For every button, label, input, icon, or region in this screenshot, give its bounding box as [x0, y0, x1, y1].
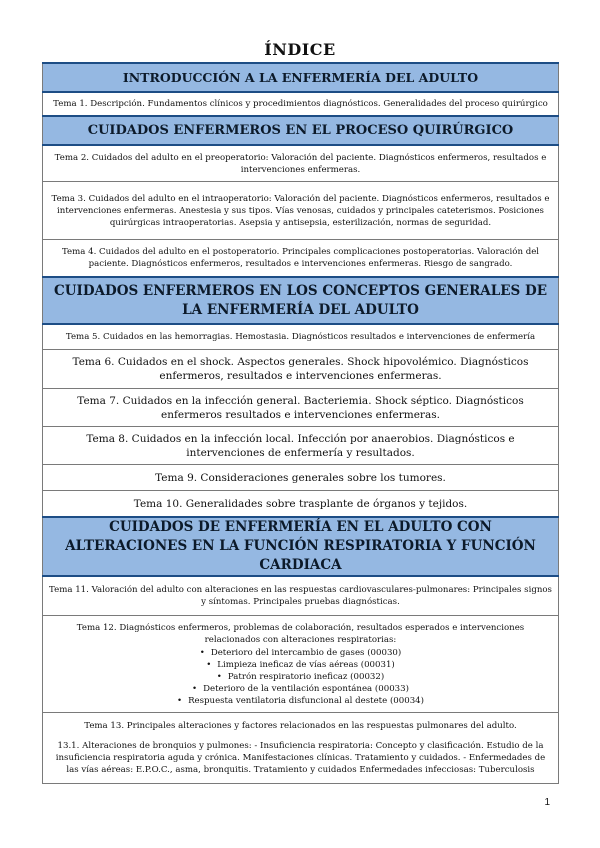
- topic-tema-6: Tema 6. Cuidados en el shock. Aspectos generales. Shock hipovolémico. Diagnósticos enfermeros, resultados e intervenciones enfermeras.: [43, 350, 559, 389]
- tema-12-diagnosis-list: [49, 647, 552, 707]
- topic-row: [43, 240, 559, 278]
- section-heading-quirurgico: CUIDADOS ENFERMEROS EN EL PROCESO QUIRÚRGICO: [43, 116, 559, 145]
- list-item: • Patrón respiratorio ineficaz (00032): [49, 671, 552, 683]
- topic-tema-13: [43, 713, 559, 784]
- topic-tema-11: Tema 11. Valoración del adulto con alteraciones en las respuestas cardiovasculares-pulmonares: Principales signos y síntomas. Principales pruebas diagnósticas.: [43, 576, 559, 616]
- topic-row: [43, 324, 559, 350]
- section-heading-row: [43, 277, 559, 324]
- tema-13-subsection: 13.1. Alteraciones de bronquios y pulmones: - Insuficiencia respiratoria: Concepto y clasificación. Estudio de la insuficiencia respiratoria aguda y crónica. Manifestaciones clínicas. Tratamiento y cuidados. - Enfermedades de las vías aéreas: E.P.O.C., asma, bronquitis. Tratamiento y cuidados Enfermedades infecciosas: Tuberculosis: [55, 741, 546, 775]
- topic-tema-2: Tema 2. Cuidados del adulto en el preoperatorio: Valoración del paciente. Diagnósticos enfermeros, resultados e intervenciones enfermeras.: [43, 145, 559, 182]
- topic-tema-1: Tema 1. Descripción. Fundamentos clínicos y procedimientos diagnósticos. Generalidades del proceso quirúrgico: [43, 92, 559, 116]
- topic-row: [43, 389, 559, 427]
- topic-row: [43, 576, 559, 616]
- topic-tema-3: Tema 3. Cuidados del adulto en el intraoperatorio: Valoración del paciente. Diagnósticos enfermeros, resultados e intervenciones enfermeras. Anestesia y sus tipos. Vías venosas, cuidados y principales cateterismos. Posiciones quirúrgicas intraoperatorias. Asepsia y antisepsia, esterilización, normas de seguridad.: [43, 182, 559, 240]
- topic-row: [43, 616, 559, 713]
- topic-row: [43, 182, 559, 240]
- list-item: • Limpieza ineficaz de vías aéreas (00031): [49, 659, 552, 671]
- topic-tema-4: Tema 4. Cuidados del adulto en el postoperatorio. Principales complicaciones postoperatorias. Valoración del paciente. Diagnósticos enfermeros, resultados e intervenciones enfermeras. Riesgo de sangrado.: [43, 240, 559, 278]
- topic-tema-12: [43, 616, 559, 713]
- topic-tema-8: Tema 8. Cuidados en la infección local. Infección por anaerobios. Diagnósticos e intervenciones de enfermería y resultados.: [43, 427, 559, 465]
- section-heading-row: [43, 116, 559, 145]
- topic-row: [43, 350, 559, 389]
- section-heading-row: [43, 63, 559, 92]
- topic-tema-10: Tema 10. Generalidades sobre trasplante de órganos y tejidos.: [43, 491, 559, 518]
- section-heading-intro: INTRODUCCIÓN A LA ENFERMERÍA DEL ADULTO: [43, 63, 559, 92]
- list-item: • Deterioro del intercambio de gases (00030): [49, 647, 552, 659]
- list-item: • Respuesta ventilatoria disfuncional al destete (00034): [49, 695, 552, 707]
- index-table: [42, 62, 559, 784]
- section-heading-respiratoria: CUIDADOS DE ENFERMERÍA EN EL ADULTO CON ALTERACIONES EN LA FUNCIÓN RESPIRATORIA Y FUNCIÓN CARDIACA: [43, 517, 559, 576]
- tema-12-text: Tema 12. Diagnósticos enfermeros, problemas de colaboración, resultados esperados e intervenciones relacionados con alteraciones respiratorias:: [76, 622, 525, 645]
- topic-row: [43, 713, 559, 784]
- list-item: • Deterioro de la ventilación espontánea (00033): [49, 683, 552, 695]
- topic-row: [43, 427, 559, 465]
- topic-tema-7: Tema 7. Cuidados en la infección general. Bacteriemia. Shock séptico. Diagnósticos enfermeros resultados e intervenciones enfermeras.: [43, 389, 559, 427]
- topic-tema-5: Tema 5. Cuidados en las hemorragias. Hemostasia. Diagnósticos resultados e intervenciones de enfermería: [43, 324, 559, 350]
- topic-row: [43, 491, 559, 518]
- topic-row: [43, 92, 559, 116]
- topic-row: [43, 465, 559, 491]
- topic-row: [43, 145, 559, 182]
- section-heading-row: [43, 517, 559, 576]
- page-number: 1: [544, 797, 550, 808]
- page-title: ÍNDICE: [264, 40, 336, 59]
- topic-tema-9: Tema 9. Consideraciones generales sobre los tumores.: [43, 465, 559, 491]
- tema-13-text: Tema 13. Principales alteraciones y factores relacionados en las respuestas pulmonares del adulto.: [84, 721, 517, 731]
- section-heading-conceptos: CUIDADOS ENFERMEROS EN LOS CONCEPTOS GENERALES DE LA ENFERMERÍA DEL ADULTO: [43, 277, 559, 324]
